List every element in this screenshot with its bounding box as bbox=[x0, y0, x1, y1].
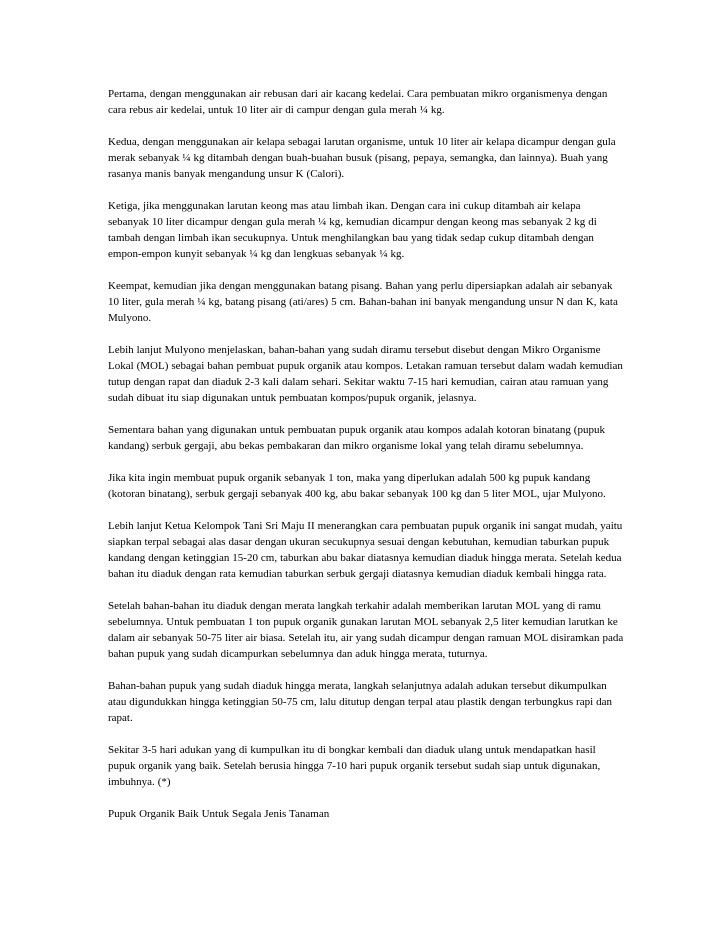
paragraph-preparation-steps: Lebih lanjut Ketua Kelompok Tani Sri Maju II menerangkan cara pembuatan pupuk organik ini sangat mudah, yaitu siapkan terpal sebagai alas dasar dengan ukuran secukupnya sesuai dengan kebutuhan, kemudian taburkan pupuk kandang dengan ketinggian 15-20 cm, taburkan abu bakar diatasnya kemudian diaduk hingga merata. Setelah kedua bahan itu diaduk dengan rata kemudian taburkan serbuk gergaji diatasnya kemudian diaduk kembali hingga rata. bbox=[108, 520, 623, 580]
paragraph-mol-explanation: Lebih lanjut Mulyono menjelaskan, bahan-bahan yang sudah diramu tersebut disebut dengan Mikro Organisme Lokal (MOL) sebagai bahan pembuat pupuk organik atau kompos. Letakan ramuan tersebut dalam wadah kemudian tutup dengan rapat dan diaduk 2-3 kali dalam sehari. Sekitar waktu 7-15 hari kemudian, cairan atau ramuan yang sudah dibuat itu siap digunakan untuk pembuatan kompos/pupuk organik, jelasnya. bbox=[108, 344, 623, 404]
paragraph-turning: Sekitar 3-5 hari adukan yang di kumpulkan itu di bongkar kembali dan diaduk ulang untuk mendapatkan hasil pupuk organik yang baik. Setelah berusia hingga 7-10 hari pupuk organik tersebut sudah siap untuk digunakan, imbuhnya. (*) bbox=[108, 744, 601, 788]
document-page bbox=[108, 86, 624, 838]
paragraph-pertama: Pertama, dengan menggunakan air rebusan dari air kacang kedelai. Cara pembuatan mikro organismenya dengan cara rebus air kedelai, untuk 10 liter air di campur dengan gula merah ¼ kg. bbox=[108, 88, 608, 116]
paragraph-mol-application: Setelah bahan-bahan itu diaduk dengan merata langkah terkahir adalah memberikan larutan MOL yang di ramu sebelumnya. Untuk pembuatan 1 ton pupuk organik gunakan larutan MOL sebanyak 2,5 liter kemudian larutkan ke dalam air sebanyak 50-75 liter air biasa. Setelah itu, air yang sudah dicampur dengan ramuan MOL disiramkan pada bahan pupuk yang sudah dicampurkan sebelumnya dan aduk hingga merata, tuturnya. bbox=[108, 600, 624, 660]
paragraph-one-ton-recipe: Jika kita ingin membuat pupuk organik sebanyak 1 ton, maka yang diperlukan adalah 500 kg pupuk kandang (kotoran binatang), serbuk gergaji sebanyak 400 kg, abu bakar sebanyak 100 kg dan 5 liter MOL, ujar Mulyono. bbox=[108, 472, 606, 500]
paragraph-compost-materials: Sementara bahan yang digunakan untuk pembuatan pupuk organik atau kompos adalah kotoran binatang (pupuk kandang) serbuk gergaji, abu bekas pembakaran dan mikro organisme lokal yang telah diramu sebelumnya. bbox=[108, 424, 605, 452]
section-heading: Pupuk Organik Baik Untuk Segala Jenis Tanaman bbox=[108, 808, 330, 820]
paragraph-ketiga: Ketiga, jika menggunakan larutan keong mas atau limbah ikan. Dengan cara ini cukup ditambah air kelapa sebanyak 10 liter dicampur dengan gula merah ¼ kg, kemudian dicampur dengan keong mas sebanyak 2 kg di tambah dengan limbah ikan secukupnya. Untuk menghilangkan bau yang tidak sedap cukup ditambah dengan empon-empon kunyit sebanyak ¼ kg dan lengkuas sebanyak ¼ kg. bbox=[108, 200, 597, 260]
paragraph-kedua: Kedua, dengan menggunakan air kelapa sebagai larutan organisme, untuk 10 liter air kelapa dicampur dengan gula merak sebanyak ¼ kg ditambah dengan buah-buahan busuk (pisang, pepaya, semangka, dan lainnya). Buah yang rasanya manis banyak mengandung unsur K (Calori). bbox=[108, 136, 616, 180]
paragraph-piling: Bahan-bahan pupuk yang sudah diaduk hingga merata, langkah selanjutnya adalah adukan tersebut dikumpulkan atau digundukkan hingga ketinggian 50-75 cm, lalu ditutup dengan terpal atau plastik dengan terbungkus rapi dan rapat. bbox=[108, 680, 612, 724]
paragraph-keempat: Keempat, kemudian jika dengan menggunakan batang pisang. Bahan yang perlu dipersiapkan adalah air sebanyak 10 liter, gula merah ¼ kg, batang pisang (ati/ares) 5 cm. Bahan-bahan ini banyak mengandung unsur N dan K, kata Mulyono. bbox=[108, 280, 618, 324]
